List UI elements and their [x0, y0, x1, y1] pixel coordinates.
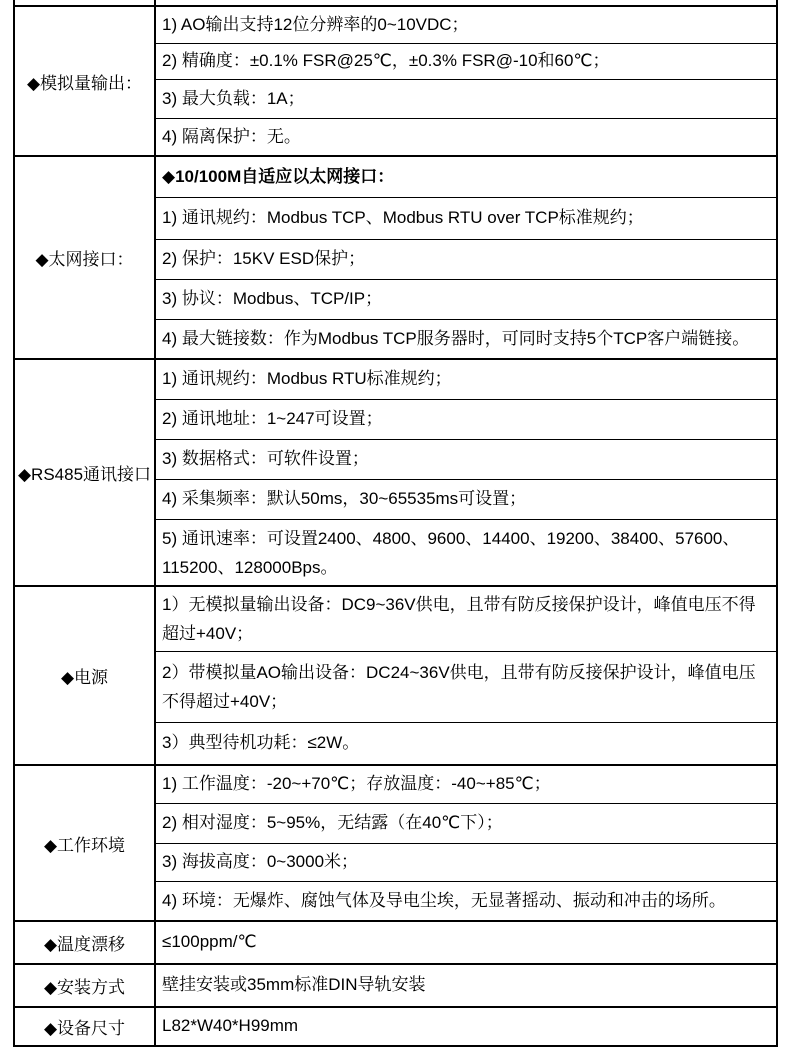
- spec-category-label: ◆RS485通讯接口: [15, 360, 156, 585]
- spec-row: 2）带模拟量AO输出设备：DC24~36V供电，且带有防反接保护设计，峰值电压不得超过+40V；: [156, 652, 776, 723]
- spec-row: 3) 数据格式：可软件设置；: [156, 440, 776, 480]
- spec-row: 2) 精确度：±0.1% FSR@25℃，±0.3% FSR@-10和60℃；: [156, 44, 776, 80]
- spec-row: 1) 通讯规约：Modbus TCP、Modbus RTU over TCP标准规约；: [156, 198, 776, 240]
- spec-row: ≤100ppm/℃: [162, 932, 257, 952]
- spec-rows: [156, 157, 776, 358]
- spec-rows: [156, 922, 776, 963]
- spec-row: 1) 通讯规约：Modbus RTU标准规约；: [156, 360, 776, 400]
- spec-section-operating-environment: [15, 766, 776, 922]
- spec-category-label: ◆设备尺寸: [15, 1008, 156, 1045]
- specification-table: [13, 5, 778, 1047]
- spec-rows: [156, 587, 776, 764]
- spec-section-dimensions: [15, 1008, 776, 1045]
- spec-row: 3) 最大负载：1A；: [156, 80, 776, 119]
- spec-row: 1) 工作温度：-20~+70℃；存放温度：-40~+85℃；: [156, 766, 776, 804]
- spec-section-power-supply: [15, 587, 776, 766]
- spec-category-label: ◆安装方式: [15, 965, 156, 1006]
- spec-row: 2) 相对湿度：5~95%，无结露（在40℃下）；: [156, 804, 776, 844]
- spec-row: 壁挂安装或35mm标准DIN导轨安装: [162, 975, 426, 995]
- previous-row-cutoff-sliver: [13, 0, 778, 5]
- spec-category-label: ◆模拟量输出：: [15, 7, 156, 155]
- spec-row: 4) 环境：无爆炸、腐蚀气体及导电尘埃，无显著摇动、振动和冲击的场所。: [162, 890, 726, 910]
- spec-row: 5) 通讯速率：可设置2400、4800、9600、14400、19200、38400、57600、115200、128000Bps。: [162, 528, 740, 577]
- spec-rows: [156, 1008, 776, 1045]
- spec-section-mounting: [15, 965, 776, 1008]
- spec-category-label: ◆电源: [15, 587, 156, 764]
- spec-row: 2) 通讯地址：1~247可设置；: [156, 400, 776, 440]
- spec-row: 4) 最大链接数：作为Modbus TCP服务器时，可同时支持5个TCP客户端链接。: [162, 328, 750, 348]
- spec-row: 2) 保护：15KV ESD保护；: [156, 240, 776, 280]
- spec-row: 3) 海拔高度：0~3000米；: [156, 844, 776, 882]
- spec-section-analog-output: [15, 7, 776, 157]
- spec-section-rs485-interface: [15, 360, 776, 587]
- spec-row: 3) 协议：Modbus、TCP/IP；: [156, 280, 776, 320]
- spec-rows: [156, 965, 776, 1006]
- spec-category-label: ◆太网接口：: [15, 157, 156, 358]
- spec-section-temperature-drift: [15, 922, 776, 965]
- spec-table-wrapper: [13, 0, 778, 1047]
- spec-category-label: ◆温度漂移: [15, 922, 156, 963]
- spec-category-label: ◆工作环境: [15, 766, 156, 920]
- spec-row: 4) 隔离保护：无。: [162, 126, 301, 146]
- spec-row: 3）典型待机功耗：≤2W。: [162, 733, 360, 753]
- spec-rows: [156, 7, 776, 155]
- spec-row: 4) 采集频率：默认50ms，30~65535ms可设置；: [156, 480, 776, 520]
- column-divider: [154, 0, 156, 5]
- spec-row: 1）无模拟量输出设备：DC9~36V供电，且带有防反接保护设计，峰值电压不得超过+40V；: [156, 587, 776, 652]
- spec-row: L82*W40*H99mm: [162, 1016, 299, 1036]
- spec-rows: [156, 360, 776, 585]
- spec-row: 1) AO输出支持12位分辨率的0~10VDC；: [156, 7, 776, 44]
- spec-rows: [156, 766, 776, 920]
- spec-row-header: ◆10/100M自适应以太网接口：: [156, 157, 776, 198]
- spec-section-ethernet-interface: [15, 157, 776, 360]
